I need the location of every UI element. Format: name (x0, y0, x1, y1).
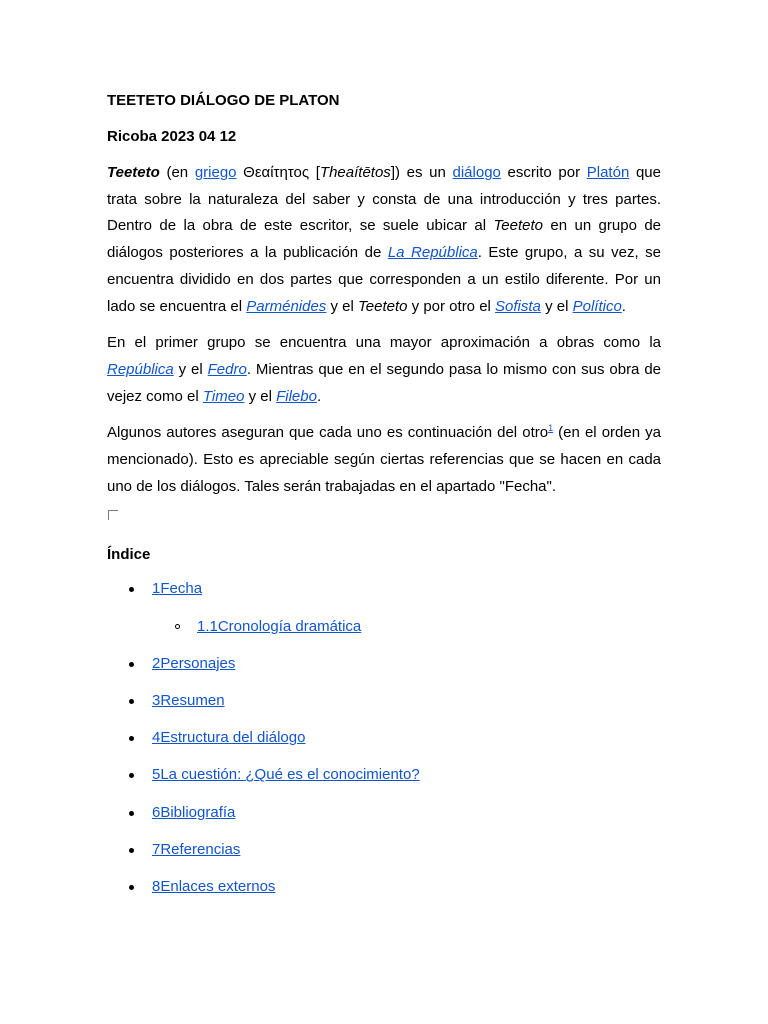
groups-paragraph (107, 330, 661, 410)
toc-link-estructura[interactable]: 4Estructura del diálogo (152, 729, 306, 747)
text-span: y el (540, 297, 573, 315)
toc-item (107, 762, 661, 788)
text-span: en un grupo de diálogos posteriores a la publicación de (107, 217, 662, 262)
toc-item (107, 651, 661, 677)
toc-link-referencias[interactable]: 7Referencias (152, 840, 241, 858)
toc-link-personajes[interactable]: 2Personajes (152, 654, 236, 672)
text-span: y el (244, 387, 277, 405)
bullet-icon (129, 587, 134, 592)
document-title: TEETETO DIÁLOGO DE PLATON (107, 92, 340, 109)
continuation-paragraph (107, 420, 661, 500)
toc-link-fecha[interactable]: 1Fecha (152, 580, 203, 598)
document-body (107, 88, 661, 911)
term-teeteto: Teeteto (107, 164, 160, 181)
bullet-icon (129, 885, 134, 890)
link-griego[interactable]: griego (194, 164, 237, 181)
toc-link-cronologia[interactable]: 1.1Cronología dramática (197, 617, 362, 635)
text-span: . (316, 387, 322, 405)
link-timeo[interactable]: Timeo (202, 387, 245, 405)
text-span: (en (159, 164, 195, 181)
text-span: que trata sobre la naturaleza del saber y consta de una introducción y tres partes. Dentro de la obra de este escritor, se suele ubicar al (107, 164, 661, 235)
link-parmenides[interactable]: Parménides (246, 297, 327, 315)
term-teeteto-italic: Teeteto (358, 297, 408, 315)
term-teeteto-italic: Teeteto (493, 217, 544, 235)
toc-item (107, 800, 661, 826)
bullet-icon (129, 811, 134, 816)
toc-item (107, 837, 661, 863)
toc-item (107, 688, 661, 714)
text-span: ]) es un (390, 164, 453, 181)
toc-title: Índice (107, 546, 151, 564)
text-span: . Este grupo, a su vez, se encuentra dividido en dos partes que corresponden a un estilo diferente. Por un lado se encuentra el (107, 244, 662, 315)
bullet-icon (129, 699, 134, 704)
bullet-icon (129, 773, 134, 778)
square-bullet-icon (175, 624, 180, 629)
bullet-icon (129, 736, 134, 741)
footnote-ref-1[interactable]: 1 (548, 423, 554, 434)
intro-paragraph (107, 160, 661, 320)
text-span: Θεαίτητος [ (236, 164, 320, 181)
toc-link-cuestion[interactable]: 5La cuestión: ¿Qué es el conocimiento? (152, 766, 420, 784)
text-span: y el (326, 297, 358, 315)
text-span: En el primer grupo se encuentra una mayor aproximación a obras como la (107, 334, 661, 352)
text-span: Algunos autores aseguran que cada uno es continuación del otro (107, 424, 549, 442)
link-republica[interactable]: República (107, 360, 174, 378)
document-subtitle: Ricoba 2023 04 12 (107, 128, 237, 145)
term-theaitetos: Theaítētos (319, 164, 391, 181)
toc-item (107, 725, 661, 751)
toc-link-enlaces[interactable]: 8Enlaces externos (152, 877, 276, 895)
link-la-republica[interactable]: La República (387, 244, 478, 262)
toc-item (107, 576, 661, 602)
link-fedro[interactable]: Fedro (207, 360, 247, 378)
link-platon[interactable]: Platón (586, 164, 630, 181)
text-span: . (621, 297, 626, 315)
link-filebo[interactable]: Filebo (276, 387, 317, 405)
link-dialogo[interactable]: diálogo (452, 164, 501, 181)
bullet-icon (129, 662, 134, 667)
toc-link-bibliografia[interactable]: 6Bibliografía (152, 803, 236, 821)
table-of-contents (107, 576, 661, 900)
text-span: y por otro el (407, 297, 496, 315)
bullet-icon (129, 848, 134, 853)
text-span: y el (173, 360, 208, 378)
link-politico[interactable]: Político (572, 297, 622, 315)
text-span: escrito por (500, 164, 587, 181)
image-placeholder-icon (108, 510, 118, 520)
link-sofista[interactable]: Sofista (495, 297, 541, 315)
toc-item (107, 874, 661, 900)
toc-subitem (107, 614, 661, 640)
text-span: . Mientras que en el segundo pasa lo mismo con sus obra de vejez como el (107, 360, 662, 405)
toc-link-resumen[interactable]: 3Resumen (152, 692, 225, 709)
text-span: (en el orden ya mencionado). Esto es apreciable según ciertas referencias que se hacen en cada uno de los diálogos. Tales serán trabajadas en el apartado "Fecha". (107, 424, 661, 495)
